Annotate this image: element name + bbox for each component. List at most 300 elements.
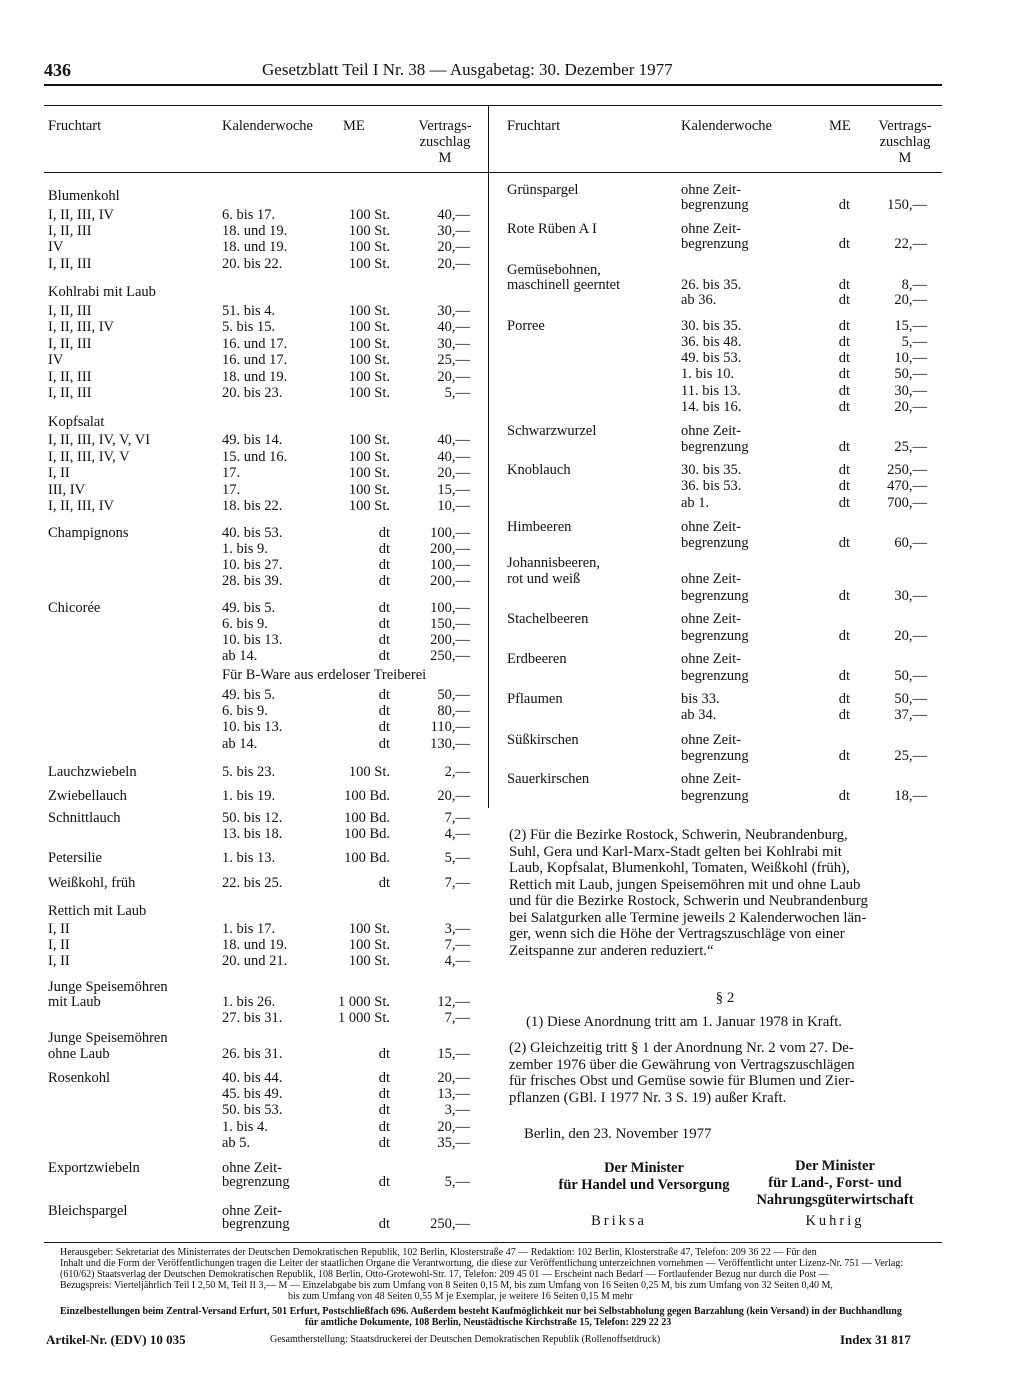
cell-wk: ab 34. <box>681 707 717 723</box>
cell-wk: ohne Zeit- <box>222 1203 282 1219</box>
cell-name: Exportzwiebeln <box>48 1160 140 1176</box>
cell-me: dt <box>838 748 850 764</box>
section-2-p2 <box>509 1040 941 1106</box>
cell-name: Rosenkohl <box>48 1070 111 1086</box>
cell-wk: 22. bis 25. <box>222 875 283 891</box>
cell-val: 7,— <box>444 810 470 826</box>
cell-val: 200,— <box>430 573 470 589</box>
cell-val: 50,— <box>894 691 927 707</box>
col-zuschlag-1: Vertrags- <box>418 118 472 134</box>
cell-me: 100 St. <box>348 921 390 937</box>
cell-me: 1 000 St. <box>338 994 390 1010</box>
cell-me: 100 St. <box>348 937 390 953</box>
cell-wk: 20. und 21. <box>222 953 288 969</box>
cell-val: 25,— <box>894 748 927 764</box>
cell-name: I, II, III, IV <box>48 207 115 223</box>
para2-line: Rettich mit Laub, jungen Speisemöhren mit und ohne Laub <box>509 876 861 893</box>
cell-name: I, II, III <box>48 369 92 385</box>
col-me: ME <box>343 118 365 134</box>
cell-name: Süßkirschen <box>507 732 579 748</box>
cell-wk: 50. bis 12. <box>222 810 283 826</box>
para2-line: (2) Für die Bezirke Rostock, Schwerin, Neubrandenburg, <box>509 827 848 843</box>
cell-me: 100 St. <box>348 449 390 465</box>
cell-me: dt <box>378 1070 390 1086</box>
cell-val: 250,— <box>430 648 470 664</box>
col-zuschlag-right-1: Vertrags- <box>878 118 932 134</box>
cell-wk: begrenzung <box>222 1174 290 1190</box>
cell-wk: begrenzung <box>222 1216 290 1232</box>
cell-me: dt <box>378 600 390 616</box>
cell-val: 10,— <box>437 498 470 514</box>
cell-wk: begrenzung <box>681 748 749 764</box>
cell-wk: ohne Zeit- <box>681 182 741 198</box>
cell-wk: ohne Zeit- <box>681 651 741 667</box>
cell-val: 5,— <box>444 850 470 866</box>
cell-wk: bis 33. <box>681 691 720 707</box>
cell-val: 18,— <box>894 788 927 804</box>
cell-me: dt <box>378 632 390 648</box>
imprint-line: für amtliche Dokumente, 108 Berlin, Neustädtische Kirchstraße 15, Telefon: 229 22 23 <box>305 1317 672 1328</box>
cell-wk: 17. <box>222 482 241 498</box>
imprint-line: Einzelbestellungen beim Zentral-Versand Erfurt, 501 Erfurt, Postschließfach 696. Außerdem besteht Kaufmöglichkeit nur bei Selbstabholung gegen Barzahlung (kein Versand) in der Buchhandlung <box>60 1306 902 1317</box>
cell-me: dt <box>378 541 390 557</box>
section-2-p2-line: zember 1976 über die Gewährung von Vertragszuschlägen <box>509 1056 855 1073</box>
cell-val: 37,— <box>894 707 927 723</box>
cell-name: Schwarzwurzel <box>507 423 597 439</box>
cell-wk: 20. bis 23. <box>222 385 283 401</box>
cell-me: dt <box>838 691 850 707</box>
page-title: Gesetzblatt Teil I Nr. 38 — Ausgabetag: 30. Dezember 1977 <box>262 60 673 79</box>
cell-me: dt <box>838 588 850 604</box>
right-header-rule <box>489 172 942 173</box>
col-zuschlag-3: M <box>438 150 452 166</box>
cell-me: 100 Bd. <box>344 850 390 866</box>
section-2-p2-line: (2) Gleichzeitig tritt § 1 der Anordnung Nr. 2 vom 27. De- <box>509 1040 854 1056</box>
cell-val: 25,— <box>894 439 927 455</box>
cell-val: 250,— <box>430 1216 470 1232</box>
cell-wk: 17. <box>222 465 241 481</box>
cell-val: 7,— <box>444 1010 470 1026</box>
cell-wk: 16. und 17. <box>222 336 288 352</box>
cell-wk: 11. bis 13. <box>681 383 741 399</box>
cell-val: 30,— <box>894 383 927 399</box>
cell-name: Stachelbeeren <box>507 611 589 627</box>
cell-wk: begrenzung <box>681 668 749 684</box>
cell-wk: 13. bis 18. <box>222 826 283 842</box>
cell-val: 150,— <box>887 197 927 213</box>
table-top-rule <box>44 105 942 106</box>
cell-me: dt <box>378 736 390 752</box>
cell-name: I, II, III, IV <box>48 319 115 335</box>
cell-me: dt <box>838 788 850 804</box>
signature-right-name: Kuhrig <box>805 1213 865 1229</box>
cell-me: dt <box>838 495 850 511</box>
cell-me: 100 St. <box>348 953 390 969</box>
cell-val: 150,— <box>430 616 470 632</box>
cell-name: I, II, III <box>48 385 92 401</box>
cell-wk: begrenzung <box>681 588 749 604</box>
cell-wk: ab 1. <box>681 495 710 511</box>
para2-line: Laub, Kopfsalat, Blumenkohl, Tomaten, Weißkohl (früh), <box>509 860 850 876</box>
cell-name: rot und weiß <box>507 571 581 587</box>
cell-wk: 1. bis 17. <box>222 921 276 937</box>
para2-line: ger, wenn sich die Höhe der Vertragszuschläge von einer <box>509 926 845 942</box>
cell-name: IV <box>48 239 64 255</box>
col-zuschlag-right-2: zuschlag <box>879 134 931 150</box>
cell-wk: 50. bis 53. <box>222 1102 283 1118</box>
cell-name: III, IV <box>48 482 86 498</box>
cell-me: 100 St. <box>348 498 390 514</box>
cell-me: 100 St. <box>348 432 390 448</box>
cell-val: 20,— <box>894 292 927 308</box>
cell-wk: 30. bis 35. <box>681 462 742 478</box>
cell-me: 100 St. <box>348 465 390 481</box>
cell-me: dt <box>378 1102 390 1118</box>
header-rule <box>44 84 942 86</box>
cell-wk: 14. bis 16. <box>681 399 742 415</box>
cell-wk: 1. bis 10. <box>681 366 735 382</box>
cell-wk: 1. bis 26. <box>222 994 276 1010</box>
cell-val: 35,— <box>437 1135 470 1151</box>
cell-wk: begrenzung <box>681 535 749 551</box>
cell-me: 100 St. <box>348 764 390 780</box>
cell-wk: 1. bis 19. <box>222 788 276 804</box>
para2-line: Suhl, Gera und Karl-Marx-Stadt gelten bei Kohlrabi mit <box>509 843 842 860</box>
cell-val: 80,— <box>437 703 470 719</box>
cell-wk: ohne Zeit- <box>681 423 741 439</box>
col-zuschlag-2: zuschlag <box>419 134 471 150</box>
cell-val: 700,— <box>887 495 927 511</box>
cell-me: dt <box>378 719 390 735</box>
index-number: Index 31 817 <box>840 1332 911 1347</box>
cell-me: dt <box>838 236 850 252</box>
cell-val: 110,— <box>430 719 470 735</box>
cell-name: Bleichspargel <box>48 1203 128 1219</box>
cell-me: dt <box>838 318 850 334</box>
signature-left-name: Briksa <box>591 1213 647 1229</box>
cell-wk: 18. und 19. <box>222 239 288 255</box>
cell-me: 100 St. <box>348 239 390 255</box>
cell-val: 4,— <box>444 826 470 842</box>
cell-name: Zwiebellauch <box>48 788 127 804</box>
cell-name: I, II, III, IV <box>48 498 115 514</box>
cell-name: ohne Laub <box>48 1046 110 1062</box>
cell-val: 20,— <box>437 465 470 481</box>
cell-me: dt <box>838 399 850 415</box>
cell-name: I, II, III <box>48 336 92 352</box>
cell-wk: 5. bis 23. <box>222 764 276 780</box>
cell-wk: ohne Zeit- <box>681 519 741 535</box>
cell-wk: 6. bis 17. <box>222 207 276 223</box>
cell-wk: 45. bis 49. <box>222 1086 283 1102</box>
cell-name: I, II <box>48 921 70 937</box>
cell-wk: Für B-Ware aus erdeloser Treiberei <box>222 667 427 683</box>
cell-name: I, II <box>48 465 70 481</box>
cell-val: 40,— <box>437 207 470 223</box>
para2-line: Zeitspanne zur anderen reduziert.“ <box>509 942 714 959</box>
cell-name: Kopfsalat <box>48 414 105 430</box>
cell-name: Knoblauch <box>507 462 571 478</box>
cell-me: dt <box>378 1135 390 1151</box>
cell-name: Kohlrabi mit Laub <box>48 284 156 300</box>
cell-me: dt <box>378 1216 390 1232</box>
cell-val: 5,— <box>444 385 470 401</box>
col-fruchtart: Fruchtart <box>48 118 102 134</box>
cell-val: 250,— <box>887 462 927 478</box>
cell-val: 7,— <box>444 937 470 953</box>
cell-wk: 18. und 19. <box>222 937 288 953</box>
cell-val: 30,— <box>894 588 927 604</box>
cell-me: dt <box>378 616 390 632</box>
signature-left-line2: für Handel und Versorgung <box>558 1177 730 1193</box>
cell-me: dt <box>838 668 850 684</box>
cell-name: Rote Rüben A I <box>507 221 597 237</box>
cell-name: Junge Speisemöhren <box>48 979 168 995</box>
cell-wk: 40. bis 53. <box>222 525 283 541</box>
imprint-line: Herausgeber: Sekretariat des Ministerrates der Deutschen Demokratischen Republik, 102 Berlin, Klosterstraße 47 — Redaktion: 102 Berlin, Klosterstraße 47, Telefon: 209 36 22 — Für den <box>60 1247 817 1258</box>
section-heading: § 2 <box>715 990 735 1006</box>
cell-wk: ohne Zeit- <box>681 771 741 787</box>
left-header-rule <box>44 172 488 173</box>
cell-me: dt <box>838 292 850 308</box>
imprint-line: Inhalt und die Form der Veröffentlichungen tragen die Leiter der staatlichen Organe die Verantwortung, die diese zur Veröffentlichung unterzeichnen vornehmen — Veröffentlicht unter Lizenz-Nr. 751 — Verlag: <box>60 1258 904 1269</box>
signature-right-line2: für Land-, Forst- und <box>768 1175 902 1191</box>
cell-wk: begrenzung <box>681 628 749 644</box>
cell-name: Lauchzwiebeln <box>48 764 137 780</box>
cell-wk: 40. bis 44. <box>222 1070 283 1086</box>
cell-wk: begrenzung <box>681 439 749 455</box>
cell-wk: 51. bis 4. <box>222 303 276 319</box>
imprint-line: (610/62) Staatsverlag der Deutschen Demokratischen Republik, 108 Berlin, Otto-Grotewohl-Str. 17, Telefon: 209 45 01 — Erscheint nach Bedarf — Fortlaufender Bezug nur durch die Post — <box>60 1269 829 1280</box>
cell-val: 50,— <box>894 366 927 382</box>
cell-val: 30,— <box>437 336 470 352</box>
cell-wk: ab 14. <box>222 736 258 752</box>
cell-name: Erdbeeren <box>507 651 567 667</box>
cell-val: 2,— <box>444 764 470 780</box>
cell-me: dt <box>378 573 390 589</box>
cell-name: Gemüsebohnen, <box>507 262 601 278</box>
column-divider <box>488 105 489 808</box>
cell-val: 20,— <box>894 628 927 644</box>
cell-name: Pflaumen <box>507 691 563 707</box>
cell-val: 5,— <box>901 334 927 350</box>
signature-right-line3: Nahrungsgüterwirtschaft <box>756 1192 914 1208</box>
cell-me: dt <box>378 525 390 541</box>
cell-name: I, II, III, IV, V <box>48 449 130 465</box>
article-number: Artikel-Nr. (EDV) 10 035 <box>46 1332 186 1347</box>
cell-me: 100 St. <box>348 319 390 335</box>
cell-me: dt <box>838 462 850 478</box>
cell-val: 60,— <box>894 535 927 551</box>
cell-val: 100,— <box>430 600 470 616</box>
cell-me: dt <box>378 1046 390 1062</box>
cell-name: Porree <box>507 318 545 334</box>
cell-val: 3,— <box>444 1102 470 1118</box>
cell-name: Blumenkohl <box>48 188 120 204</box>
cell-wk: begrenzung <box>681 197 749 213</box>
cell-wk: 49. bis 14. <box>222 432 283 448</box>
cell-name: maschinell geerntet <box>507 277 621 293</box>
col-fruchtart-right: Fruchtart <box>507 118 561 134</box>
cell-val: 4,— <box>444 953 470 969</box>
cell-val: 30,— <box>437 223 470 239</box>
cell-val: 25,— <box>437 352 470 368</box>
cell-name: I, II <box>48 953 70 969</box>
cell-val: 13,— <box>437 1086 470 1102</box>
cell-name: Weißkohl, früh <box>48 875 136 891</box>
cell-wk: 26. bis 31. <box>222 1046 283 1062</box>
place-date: Berlin, den 23. November 1977 <box>524 1126 712 1142</box>
cell-val: 20,— <box>437 239 470 255</box>
cell-wk: 16. und 17. <box>222 352 288 368</box>
imprint-line: Bezugspreis: Vierteljährlich Teil I 2,50 M, Teil II 3,— M — Einzelabgabe bis zum Umfang von 8 Seiten 0,15 M, bis zum Umfang von 16 Seiten 0,25 M, bis zum Umfang von 32 Seiten 0,40 M, <box>60 1280 833 1291</box>
cell-wk: ohne Zeit- <box>681 221 741 237</box>
cell-wk: 18. und 19. <box>222 223 288 239</box>
cell-me: dt <box>378 875 390 891</box>
cell-name: Johannisbeeren, <box>507 555 601 571</box>
cell-val: 40,— <box>437 319 470 335</box>
cell-wk: ohne Zeit- <box>681 571 741 587</box>
cell-val: 130,— <box>430 736 470 752</box>
cell-me: dt <box>838 383 850 399</box>
cell-wk: 20. bis 22. <box>222 256 283 272</box>
cell-val: 100,— <box>430 557 470 573</box>
cell-name: I, II, III <box>48 256 92 272</box>
cell-val: 20,— <box>437 256 470 272</box>
section-2-p2-line: pflanzen (GBl. I 1977 Nr. 3 S. 19) außer Kraft. <box>509 1089 787 1106</box>
cell-wk: 49. bis 53. <box>681 350 742 366</box>
cell-wk: 5. bis 15. <box>222 319 276 335</box>
cell-me: 100 Bd. <box>344 826 390 842</box>
cell-me: 100 St. <box>348 303 390 319</box>
section-2-p2-line: für frisches Obst und Gemüse sowie für Blumen und Zier- <box>509 1073 855 1089</box>
cell-wk: 10. bis 13. <box>222 719 283 735</box>
cell-wk: ohne Zeit- <box>681 732 741 748</box>
cell-wk: ab 36. <box>681 292 717 308</box>
cell-val: 30,— <box>437 303 470 319</box>
cell-me: dt <box>378 648 390 664</box>
printer-line: Gesamtherstellung: Staatsdruckerei der Deutschen Demokratischen Republik (Rollenoffsetdruck) <box>270 1334 661 1345</box>
cell-val: 8,— <box>901 277 927 293</box>
cell-me: 100 St. <box>348 256 390 272</box>
cell-name: Junge Speisemöhren <box>48 1030 168 1046</box>
cell-name: Chicorée <box>48 600 101 616</box>
col-me-right: ME <box>829 118 851 134</box>
cell-val: 15,— <box>894 318 927 334</box>
cell-me: dt <box>838 197 850 213</box>
cell-wk: ab 5. <box>222 1135 251 1151</box>
cell-name: Schnittlauch <box>48 810 121 826</box>
para2-line: bei Salatgurken alle Termine jeweils 2 Kalenderwochen län- <box>509 909 867 926</box>
cell-me: dt <box>838 277 850 293</box>
cell-val: 20,— <box>894 399 927 415</box>
cell-name: Sauerkirschen <box>507 771 590 787</box>
cell-val: 20,— <box>437 369 470 385</box>
cell-me: 100 St. <box>348 336 390 352</box>
cell-me: dt <box>838 478 850 494</box>
cell-wk: ohne Zeit- <box>222 1160 282 1176</box>
footer-rule <box>44 1242 942 1243</box>
cell-name: IV <box>48 352 64 368</box>
cell-me: dt <box>378 1119 390 1135</box>
cell-wk: 49. bis 5. <box>222 600 276 616</box>
col-kalenderwoche: Kalenderwoche <box>222 118 313 134</box>
cell-me: dt <box>838 334 850 350</box>
cell-wk: 28. bis 39. <box>222 573 283 589</box>
cell-name: I, II, III, IV, V, VI <box>48 432 151 448</box>
cell-name: Petersilie <box>48 850 102 866</box>
cell-me: 1 000 St. <box>338 1010 390 1026</box>
cell-name: Champignons <box>48 525 129 541</box>
cell-wk: begrenzung <box>681 788 749 804</box>
cell-name: Grünspargel <box>507 182 579 198</box>
cell-val: 470,— <box>887 478 927 494</box>
cell-val: 5,— <box>444 1174 470 1190</box>
cell-val: 20,— <box>437 788 470 804</box>
cell-val: 200,— <box>430 632 470 648</box>
cell-wk: ab 14. <box>222 648 258 664</box>
cell-val: 200,— <box>430 541 470 557</box>
cell-name: I, II, III <box>48 223 92 239</box>
cell-val: 100,— <box>430 525 470 541</box>
cell-val: 40,— <box>437 449 470 465</box>
cell-wk: 15. und 16. <box>222 449 288 465</box>
cell-name: I, II <box>48 937 70 953</box>
cell-me: dt <box>838 366 850 382</box>
signature-left-line1: Der Minister <box>604 1160 684 1176</box>
cell-wk: 10. bis 27. <box>222 557 283 573</box>
imprint-line: bis zum Umfang von 48 Seiten 0,55 M je Exemplar, je weitere 16 Seiten 0,15 M mehr <box>288 1291 633 1302</box>
cell-val: 20,— <box>437 1119 470 1135</box>
cell-wk: 30. bis 35. <box>681 318 742 334</box>
cell-me: dt <box>378 557 390 573</box>
col-zuschlag-right-3: M <box>898 150 912 166</box>
cell-me: dt <box>378 1174 390 1190</box>
cell-val: 10,— <box>894 350 927 366</box>
cell-wk: 18. bis 22. <box>222 498 283 514</box>
cell-name: Himbeeren <box>507 519 572 535</box>
cell-val: 3,— <box>444 921 470 937</box>
cell-wk: 18. und 19. <box>222 369 288 385</box>
cell-me: 100 Bd. <box>344 788 390 804</box>
cell-wk: ohne Zeit- <box>681 611 741 627</box>
cell-wk: 6. bis 9. <box>222 616 268 632</box>
signature-right-line1: Der Minister <box>795 1158 875 1174</box>
cell-me: dt <box>378 703 390 719</box>
page-number: 436 <box>44 60 71 80</box>
cell-val: 15,— <box>437 1046 470 1062</box>
cell-wk: begrenzung <box>681 236 749 252</box>
cell-val: 50,— <box>894 668 927 684</box>
cell-val: 22,— <box>894 236 927 252</box>
cell-me: dt <box>378 687 390 703</box>
cell-wk: 36. bis 48. <box>681 334 742 350</box>
cell-me: dt <box>838 628 850 644</box>
cell-me: 100 St. <box>348 223 390 239</box>
cell-val: 15,— <box>437 482 470 498</box>
paragraph-2 <box>509 827 941 959</box>
cell-me: 100 St. <box>348 482 390 498</box>
cell-val: 12,— <box>437 994 470 1010</box>
cell-name: mit Laub <box>48 994 101 1010</box>
cell-me: dt <box>378 1086 390 1102</box>
cell-name: Rettich mit Laub <box>48 903 147 919</box>
cell-wk: 26. bis 35. <box>681 277 742 293</box>
cell-val: 7,— <box>444 875 470 891</box>
cell-me: dt <box>838 535 850 551</box>
cell-wk: 1. bis 9. <box>222 541 268 557</box>
cell-name: I, II, III <box>48 303 92 319</box>
